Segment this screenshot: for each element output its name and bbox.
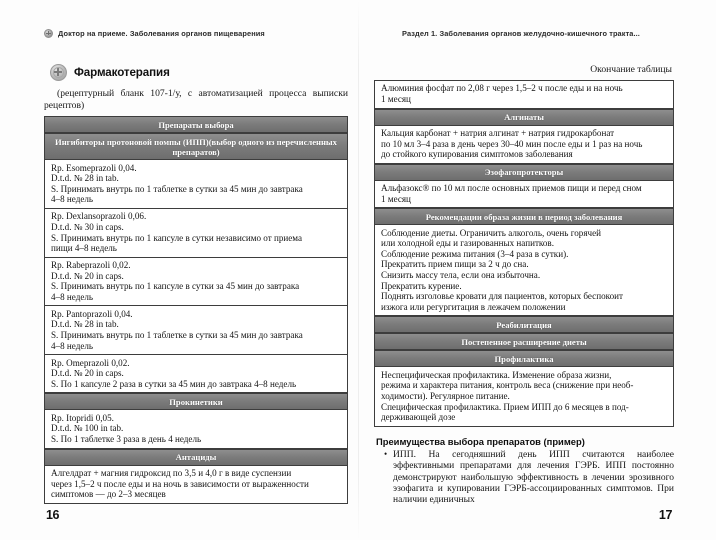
page-number-right: 17	[658, 508, 672, 522]
table-row	[375, 181, 673, 209]
table-continuation-caption: Окончание таблицы	[590, 64, 672, 75]
table-cell-line: пищи 4–8 недель	[51, 243, 117, 254]
left-running-head-text: Доктор на приеме. Заболевания органов пищеварения	[58, 28, 265, 38]
table-section-header	[45, 449, 347, 466]
table-section-header	[45, 133, 347, 160]
table-row	[375, 81, 673, 109]
header-line: Постепенное расширение диеты	[461, 336, 587, 347]
table-cell-line: S. Принимать внутрь по 1 капсуле в сутки за 45 мин до завтрака	[51, 281, 300, 292]
prescription-table-left	[44, 116, 348, 504]
header-line: Эзофагопротекторы	[484, 167, 564, 178]
table-cell-line: до стойкого купирования симптомов заболевания	[381, 149, 573, 160]
table-row	[45, 466, 347, 503]
table-cell-line: ходимости). Регулярное питание.	[381, 390, 510, 401]
table-cell-line: 1 месяц	[381, 193, 411, 204]
table-cell-line: через 1,5–2 ч после еды и на ночь в зависимости от выраженности	[51, 478, 309, 489]
table-row	[45, 306, 347, 355]
table-cell-line: Соблюдение диеты. Ограничить алкоголь, очень горячей	[381, 227, 601, 238]
table-cell-line: 4–8 недель	[51, 194, 94, 205]
table-section-header	[375, 350, 673, 367]
left-running-head	[44, 26, 348, 40]
table-section-header	[375, 208, 673, 225]
table-cell-line: Соблюдение режима питания (3–4 раза в сутки).	[381, 248, 569, 259]
table-cell-line: Rp. Rabeprazoli 0,02.	[51, 260, 131, 271]
table-cell-line: D.t.d. № 100 in tab.	[51, 423, 124, 434]
table-cell-line: или холодной еды и газированных напитков.	[381, 238, 554, 249]
table-cell-line: Кальция карбонат + натрия алгинат + натрия гидрокарбонат	[381, 127, 615, 138]
table-cell-line: S. Принимать внутрь по 1 таблетке в сутки за 45 мин до завтрака	[51, 183, 303, 194]
header-line: Алгинаты	[504, 111, 544, 122]
table-cell-line: S. По 1 таблетке 3 раза в день 4 недель	[51, 433, 202, 444]
table-cell-line: по 10 мл 3–4 раза в день через 30–40 мин после еды и 1 раз на ночь	[381, 138, 643, 149]
right-page	[360, 0, 716, 540]
advantages-heading: Преимущества выбора препаратов (пример)	[376, 435, 585, 447]
table-cell-line: Rp. Esomeprazoli 0,04.	[51, 162, 137, 173]
badge-ring	[53, 67, 64, 78]
table-row	[375, 367, 673, 425]
table-cell-line: симптомов — до 2–3 месяцев	[51, 489, 166, 500]
table-cell-line: Прекратить курение.	[381, 280, 462, 291]
table-row	[45, 410, 347, 448]
section-title-row	[50, 64, 348, 81]
header-line: Антациды	[175, 451, 217, 462]
table-cell-line: D.t.d. № 20 in caps.	[51, 270, 124, 281]
table-row	[45, 355, 347, 393]
table-cell-line: держивающей дозе	[381, 412, 456, 423]
table-row	[45, 160, 347, 209]
page-title: Фармакотерапия	[74, 66, 170, 79]
table-section-header	[375, 164, 673, 181]
table-cell-line: 1 месяц	[381, 93, 411, 104]
table-section-header	[375, 316, 673, 333]
table-cell-line: D.t.d. № 20 in caps.	[51, 368, 124, 379]
table-cell-line: Специфическая профилактика. Прием ИПП до 6 месяцев в под-	[381, 401, 629, 412]
header-line: Профилактика	[494, 353, 554, 364]
lead-paragraph: (рецептурный бланк 107-1/у, с автоматизацией процесса выписки рецептов)	[44, 88, 348, 111]
table-cell-line: Rp. Omeprazoli 0,02.	[51, 357, 130, 368]
header-line: Рекомендации образа жизни в период заболевания	[425, 211, 623, 222]
header-line: Реабилитация	[496, 319, 552, 330]
prescription-table-right	[374, 80, 674, 427]
header-line: (выбор одного из перечисленных препаратов)	[172, 136, 337, 157]
table-cell-line: D.t.d. № 30 in caps.	[51, 221, 124, 232]
table-section-header	[375, 109, 673, 126]
table-cell-line: D.t.d. № 28 in tab.	[51, 173, 119, 184]
table-cell-line: S. Принимать внутрь по 1 капсуле в сутки независимо от приема	[51, 232, 303, 243]
table-section-header	[45, 117, 347, 133]
table-cell-line: Алюминия фосфат по 2,08 г через 1,5–2 ч после еды и на ночь	[381, 83, 623, 94]
page-number-left: 16	[46, 508, 60, 522]
table-section-header	[45, 393, 347, 410]
table-cell-line: Rp. Pantoprazoli 0,04.	[51, 308, 133, 319]
right-running-head-text: Раздел 1. Заболевания органов желудочно-кишечного тракта...	[402, 28, 640, 38]
table-cell-line: Rp. Dexlansoprazoli 0,06.	[51, 211, 147, 222]
table-cell-line: 4–8 недель	[51, 340, 94, 351]
table-cell-line: Снизить массу тела, если она избыточна.	[381, 270, 541, 281]
table-cell-line: Прекратить прием пищи за 2 ч до сна.	[381, 259, 529, 270]
table-cell-line: изжога или регургитация в лежачем положении	[381, 301, 566, 312]
header-line: Ингибиторы протоновой помпы (ИПП)	[55, 136, 209, 147]
table-cell-line: Rp. Itopridi 0,05.	[51, 412, 114, 423]
table-cell-line: режима и характера питания, контроль веса (снижение при необ-	[381, 380, 634, 391]
table-cell-line: Поднять изголовье кровати для пациентов, которых беспокоит	[381, 291, 623, 302]
header-line: Прокинетики	[169, 396, 223, 407]
table-cell-line: 4–8 недель	[51, 291, 94, 302]
circle-plus-icon	[44, 29, 53, 38]
circle-plus-badge-icon	[50, 64, 67, 81]
list-item: • ИПП. На сегодняшний день ИПП считаются наиболее эффективными препаратами для лечения ГЭРБ. ИПП постоянно демонстрируют наибольшую эффективность в лечении эрозивного эзофагита и купировании ГЭРБ-ассоциированных симптомов. При наличии единичных	[386, 450, 674, 507]
advantages-list	[374, 450, 674, 507]
table-cell-line: Алгелдрат + магния гидроксид по 3,5 и 4,0 г в виде суспензии	[51, 467, 292, 478]
table-row	[45, 258, 347, 307]
right-running-head	[374, 26, 674, 40]
table-cell-line: Альфазокс® по 10 мл после основных приемов пищи и перед сном	[381, 183, 642, 194]
header-line: Препараты выбора	[158, 119, 234, 130]
table-cell-line: Неспецифическая профилактика. Изменение образа жизни,	[381, 369, 612, 380]
table-section-header	[375, 333, 673, 350]
table-cell-line: D.t.d. № 28 in tab.	[51, 319, 119, 330]
table-cell-line: S. По 1 капсуле 2 раза в сутки за 45 мин до завтрака 4–8 недель	[51, 378, 297, 389]
table-row	[375, 126, 673, 164]
table-row	[45, 209, 347, 258]
table-row	[375, 225, 673, 316]
table-cell-line: S. Принимать внутрь по 1 таблетке в сутки за 45 мин до завтрака	[51, 330, 303, 341]
